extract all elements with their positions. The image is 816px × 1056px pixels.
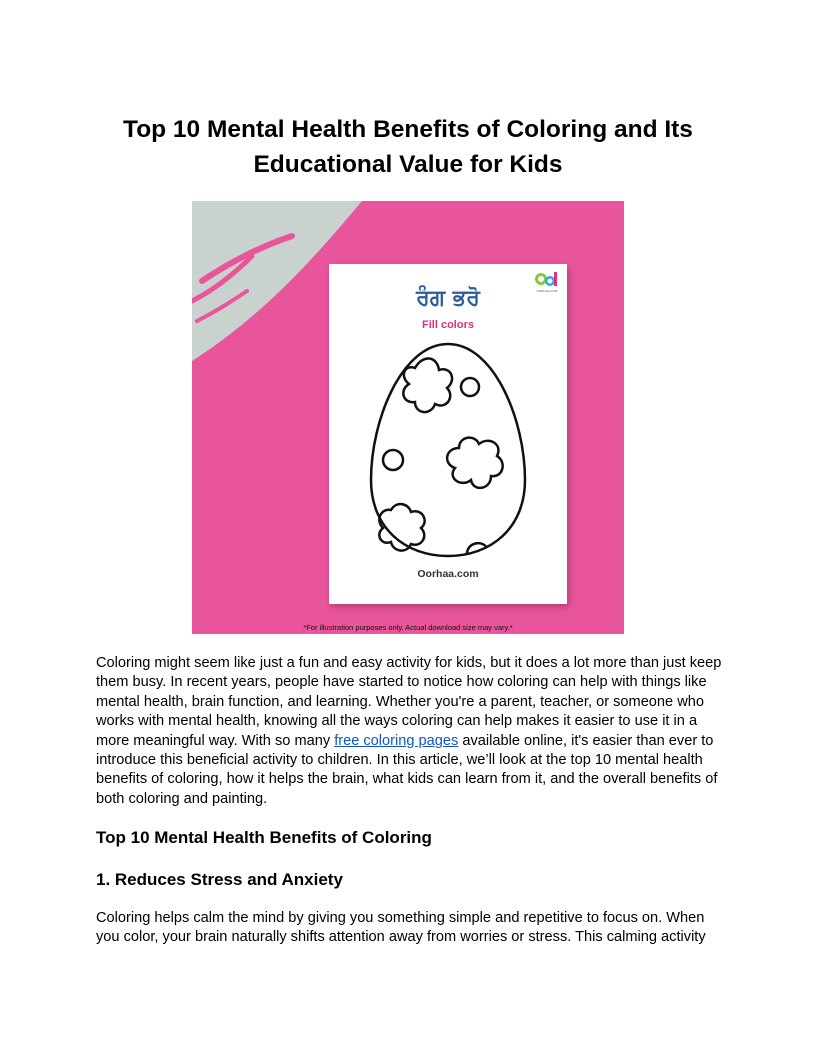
image-caption: *For illustration purposes only. Actual download size may vary.* — [303, 623, 513, 632]
page-title: Top 10 Mental Health Benefits of Coloring and Its Educational Value for Kids — [123, 116, 693, 178]
coloring-page-card — [329, 264, 567, 604]
subsection-heading: 1. Reduces Stress and Anxiety — [96, 870, 343, 889]
hero-image — [192, 201, 624, 634]
free-coloring-pages-link[interactable]: free coloring pages — [334, 732, 459, 749]
intro-text-before-link: Coloring might seem like just a fun and easy activity for kids, but it does a lot more than just keep them busy. In recent years, people have started to notice how coloring can help with things like mental health, brain function, and learning. Whether you're a parent, teacher, or someone who works with mental health, knowing all the ways coloring can help makes it easier to use it in a more meaningful way. With so many — [96, 655, 722, 749]
intro-paragraph — [96, 654, 722, 809]
card-website: Oorhaa.com — [417, 568, 479, 580]
section-heading: Top 10 Mental Health Benefits of Coloring — [96, 828, 432, 847]
egg-outline-drawing — [367, 340, 529, 560]
intro-text-after-link: available online, it's easier than ever to introduce this beneficial activity to children. In this article, we’ll look at the top 10 mental health benefits of coloring, how it helps the brain, what kids can learn from it, and the overall benefits of both coloring and painting. — [96, 732, 718, 807]
card-title: ਰੰਗ ਭਰੋ — [416, 286, 480, 311]
logo-caption: OORHAA.COM — [536, 289, 558, 293]
subsection-paragraph: Coloring helps calm the mind by giving you something simple and repetitive to focus on. When you color, your brain naturally shifts attention away from worries or stress. This calming activity — [96, 910, 706, 946]
card-subtitle: Fill colors — [422, 319, 474, 331]
